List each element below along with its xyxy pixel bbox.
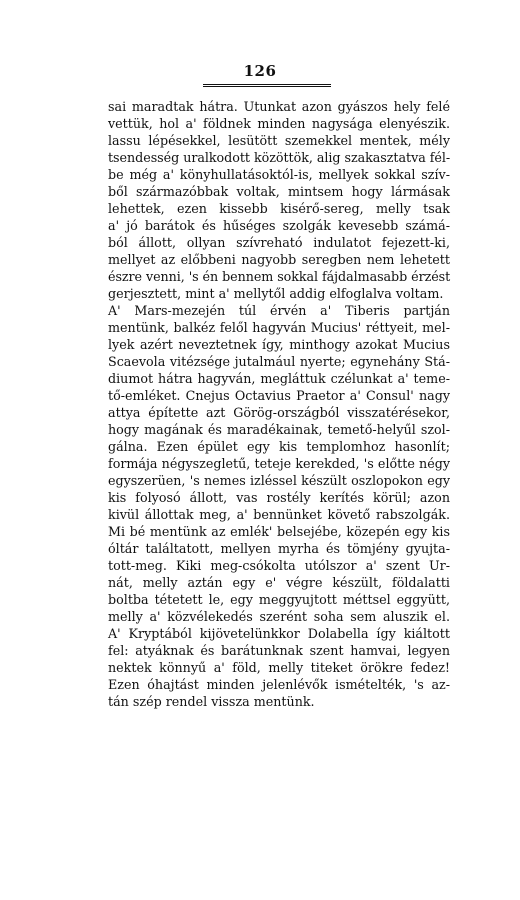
text-line: kivül állottak meg, a' bennünket követő rabszolgák.: [108, 507, 450, 522]
text-line: fel: atyáknak és barátunknak szent hamvai, legyen: [108, 643, 450, 658]
text-line: gálna. Ezen épület egy kis templomhoz hasonlít;: [108, 439, 450, 454]
page-number: 126: [243, 62, 277, 80]
text-line: Mi bé mentünk az emlék' belsejébe, közepén egy kis: [108, 524, 450, 539]
text-line: egyszerüen, 's nemes izléssel készült oszlopokon egy: [108, 473, 450, 488]
text-line: Ezen óhajtást minden jelenlévők ismételték, 's az-: [108, 677, 450, 692]
text-line: vettük, hol a' földnek minden nagysága elenyészik.: [108, 116, 450, 131]
text-line: ból állott, ollyan szívreható indulatot fejezett-ki,: [108, 235, 450, 250]
text-line: A' Mars-mezején túl érvén a' Tiberis partján: [108, 303, 450, 318]
text-line: észre venni, 's én bennem sokkal fájdalmasabb érzést: [108, 269, 451, 284]
text-line: hogy magának és maradékainak, temető-helyűl szol-: [108, 422, 450, 437]
text-line: tott-meg. Kiki meg-csókolta utólszor a' szent Ur-: [108, 558, 450, 573]
text-line: tő-emléket. Cnejus Octavius Praetor a' Consul' nagy: [108, 388, 450, 403]
header-rule: [203, 84, 331, 87]
text-line: gerjesztett, mint a' mellytől addig elfoglalva voltam.: [108, 286, 444, 301]
text-line: óltár találtatott, mellyen myrha és tömjény gyujta-: [108, 541, 450, 556]
text-line: boltba tétetett le, egy meggyujtott méttsel eggyütt,: [108, 592, 450, 607]
text-line: sai maradtak hátra. Utunkat azon gyászos hely felé: [108, 99, 450, 114]
text-line: a' jó barátok és hűséges szolgák kevesebb számá-: [108, 218, 450, 233]
text-line: tán szép rendel vissza mentünk.: [108, 694, 315, 709]
text-line: ből származóbbak voltak, mintsem hogy lármásak: [108, 184, 450, 199]
text-line: attya építette azt Görög-országból visszatérésekor,: [108, 405, 450, 420]
text-line: mellyet az előbbeni nagyobb seregben nem lehetett: [108, 252, 450, 267]
text-line: A' Kryptából kijövetelünkkor Dolabella így kiáltott: [108, 626, 450, 641]
text-line: mentünk, balkéz felől hagyván Mucius' réttyeit, mel-: [108, 320, 450, 335]
body-text: [108, 98, 450, 710]
text-line: lyek azért neveztetnek így, minthogy azokat Mucius: [108, 337, 450, 352]
text-line: nát, melly aztán egy e' végre készült, földalatti: [108, 575, 450, 590]
text-line: lassu lépésekkel, lesütött szemekkel mentek, mély: [108, 133, 450, 148]
text-line: formája négyszegletű, teteje kerekded, 's előtte négy: [108, 456, 450, 471]
text-line: diumot hátra hagyván, megláttuk czélunkat a' teme-: [108, 371, 450, 386]
text-line: be még a' könyhullatásoktól-is, mellyek sokkal szív-: [108, 167, 450, 182]
text-line: nektek könnyű a' föld, melly titeket örökre fedez!: [108, 660, 450, 675]
text-line: kis folyosó állott, vas rostély kerítés körül; azon: [108, 490, 450, 505]
text-line: lehettek, ezen kissebb kisérő-sereg, melly tsak: [108, 201, 450, 216]
text-line: melly a' közvélekedés szerént soha sem aluszik el.: [108, 609, 450, 624]
text-line: Scaevola vitézsége jutalmául nyerte; egynehány Stá-: [108, 354, 450, 369]
text-line: tsendesség uralkodott közöttök, alig szakasztatva fél-: [108, 150, 451, 165]
